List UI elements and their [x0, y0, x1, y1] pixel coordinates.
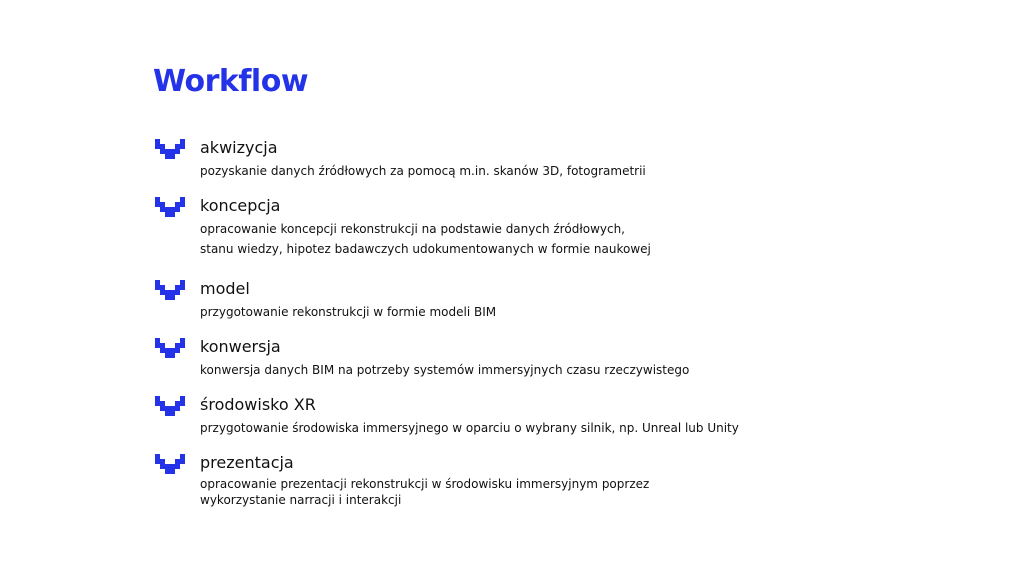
step-description [200, 360, 689, 380]
step-description-line: konwersja danych BIM na potrzeby systemów immersyjnych czasu rzeczywistego [200, 363, 690, 377]
step-description [200, 219, 651, 259]
step-description-line: opracowanie koncepcji rekonstrukcji na podstawie danych źródłowych, [200, 222, 625, 236]
step-description-line: stanu wiedzy, hipotez badawczych udokumentowanych w formie naukowej [200, 242, 651, 256]
step-title: środowisko XR [200, 395, 316, 414]
step-title: koncepcja [200, 196, 281, 215]
step-title: model [200, 279, 250, 298]
page-title: Workflow [153, 64, 309, 99]
step-title: prezentacja [200, 453, 294, 472]
workflow-step-koncepcja [155, 196, 651, 259]
step-description [200, 418, 739, 438]
pixel-v-icon [155, 280, 187, 304]
step-description-line: pozyskanie danych źródłowych za pomocą m.in. skanów 3D, fotogrametrii [200, 164, 646, 178]
pixel-v-icon [155, 139, 187, 163]
step-description-line: przygotowanie rekonstrukcji w formie modeli BIM [200, 305, 497, 319]
step-description-line: wykorzystanie narracji i interakcji [200, 493, 402, 507]
pixel-v-icon [155, 454, 187, 478]
pixel-v-icon [155, 197, 187, 221]
step-description [200, 302, 496, 322]
workflow-step-srodowisko-xr [155, 395, 739, 438]
workflow-step-konwersja [155, 337, 689, 380]
step-description-line: opracowanie prezentacji rekonstrukcji w środowisku immersyjnym poprzez [200, 477, 650, 491]
step-title: konwersja [200, 337, 281, 356]
step-description [200, 476, 649, 508]
workflow-step-model [155, 279, 496, 322]
step-title: akwizycja [200, 138, 278, 157]
step-description [200, 161, 646, 181]
pixel-v-icon [155, 396, 187, 420]
workflow-step-prezentacja [155, 453, 649, 508]
pixel-v-icon [155, 338, 187, 362]
step-description-line: przygotowanie środowiska immersyjnego w oparciu o wybrany silnik, np. Unreal lub Unity [200, 421, 739, 435]
workflow-step-akwizycja [155, 138, 646, 181]
